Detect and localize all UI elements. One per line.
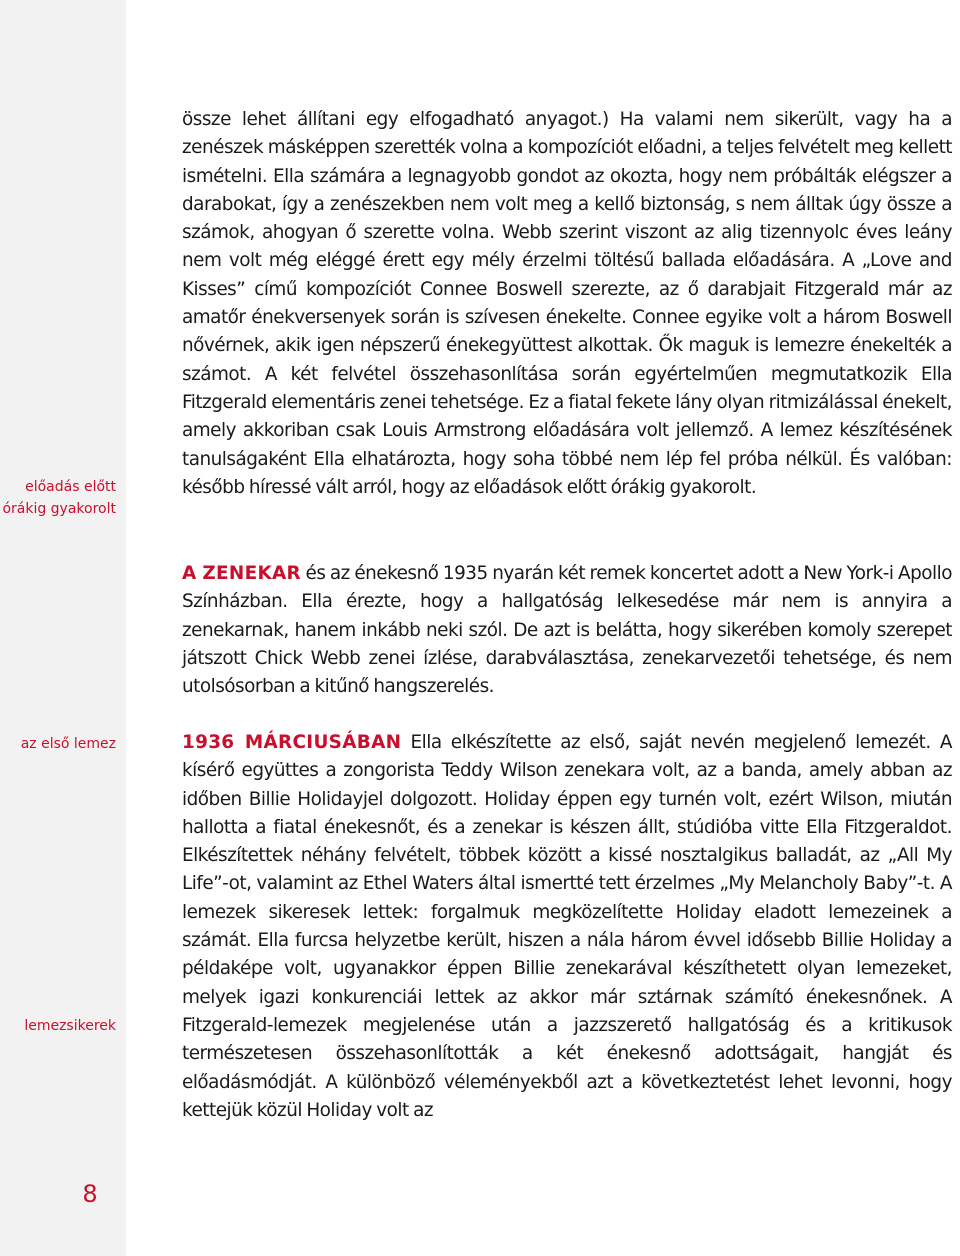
side-note-line: lemezsikerek xyxy=(24,1018,116,1034)
paragraph-text: Ella elkészítette az első, saját nevén megjelenő lemezét. A kísérő együttes a zongorista Teddy Wilson zenekara volt, az a banda, amely abban az időben Billie Holidayjel dolgozott. Holiday éppen egy turnén volt, ezért Wilson, miután hallotta a fiatal énekesnőt, és a zenekar is készen állt, stúdióba vitte Ella Fitzgeraldot. Elkészítettek néhány felvételt, többek között a kissé nosztalgikus balladát, az „All My Life”-ot, valamint az Ethel Waters által ismertté tett érzelmes „My Melancholy Baby”-t. A lemezek sikeresek lettek: forgalmuk megközelítette Holiday eladott lemezeinek a számát. Ella furcsa helyzetbe került, hiszen a nála három évvel idősebb Billie Holiday a példaképe volt, ugyanakkor éppen Billie zenekarával készíthetett olyan lemezeket, melyek igazi konkurenciái lettek az akkor már sztárnak számító énekesnőnek. A Fitzgerald-lemezek megjelenése után a jazzszerető hallgatóság és a kritikusok természetesen összehasonlították a két énekesnő adottságait, hangját és előadásmódját. A különböző véleményekből azt a következtetést lehet levonni, hogy kettejük közül Holiday volt az xyxy=(182,732,952,1121)
body-paragraph-3 xyxy=(182,729,952,1125)
body-paragraph-1 xyxy=(182,106,952,502)
paragraph-text: és az énekesnő 1935 nyarán két remek koncertet adott a New York-i Apollo Színházban. Ella érezte, hogy a hallgatóság lelkesedése már nem is annyira a zenekarnak, hanem inkább neki szól. De azt is belátta, hogy sikerében komoly szerepet játszott Chick Webb zenei ízlése, darabválasztása, zenekarvezetői tehetsége, és nem utolsósorban a kitűnő hangszerelés. xyxy=(182,563,952,698)
paragraph-text: össze lehet állítani egy elfogadható anyagot.) Ha valami nem sikerült, vagy ha a zenészek másképpen szerették volna a kompozíciót előadni, a teljes felvételt meg kellett ismételni. Ella számára a legnagyobb gondot az okozta, hogy nem próbálták elégszer a darabokat, így a zenészekben nem volt meg a kellő biztonság, s nem álltak úgy össze a számok, ahogyan ő szerette volna. Webb szerint viszont az alig tizennyolc éves leány nem volt még eléggé érett egy mély érzelmi töltésű ballada előadására. A „Love and Kisses” című kompozíciót Connee Boswell szerezte, az ő darabjait Fitzgerald már az amatőr énekversenyek során is szívesen énekelte. Connee egyike volt a három Boswell nővérnek, akik igen népszerű énekegyüttest alkottak. Ők maguk is lemezre énekelték a számot. A két felvétel összehasonlítása során egyértelműen megmutatkozik Ella Fitzgerald elementáris zenei tehetsége. Ez a fiatal fekete lány olyan ritmizálással énekelt, amely akkoriban csak Louis Armstrong előadására volt jellemző. A lemez készítésének tanulságaként Ella elhatározta, hogy soha többé nem lép fel próba nélkül. És valóban: később híressé vált arról, hogy az előadások előtt órákig gyakorolt. xyxy=(182,109,952,498)
page-number: 8 xyxy=(82,1180,98,1208)
side-note-rehearsal xyxy=(0,476,116,520)
side-note-line: előadás előtt xyxy=(25,479,116,495)
paragraph-lead: A ZENEKAR xyxy=(182,563,301,584)
side-note-first-record xyxy=(0,733,116,755)
side-note-line: az első lemez xyxy=(20,736,116,752)
side-note-record-success xyxy=(0,1015,116,1037)
side-note-line: órákig gyakorolt xyxy=(2,501,116,517)
margin-strip xyxy=(0,0,126,1256)
body-paragraph-2 xyxy=(182,560,952,701)
paragraph-lead: 1936 MÁRCIUSÁBAN xyxy=(182,732,402,753)
